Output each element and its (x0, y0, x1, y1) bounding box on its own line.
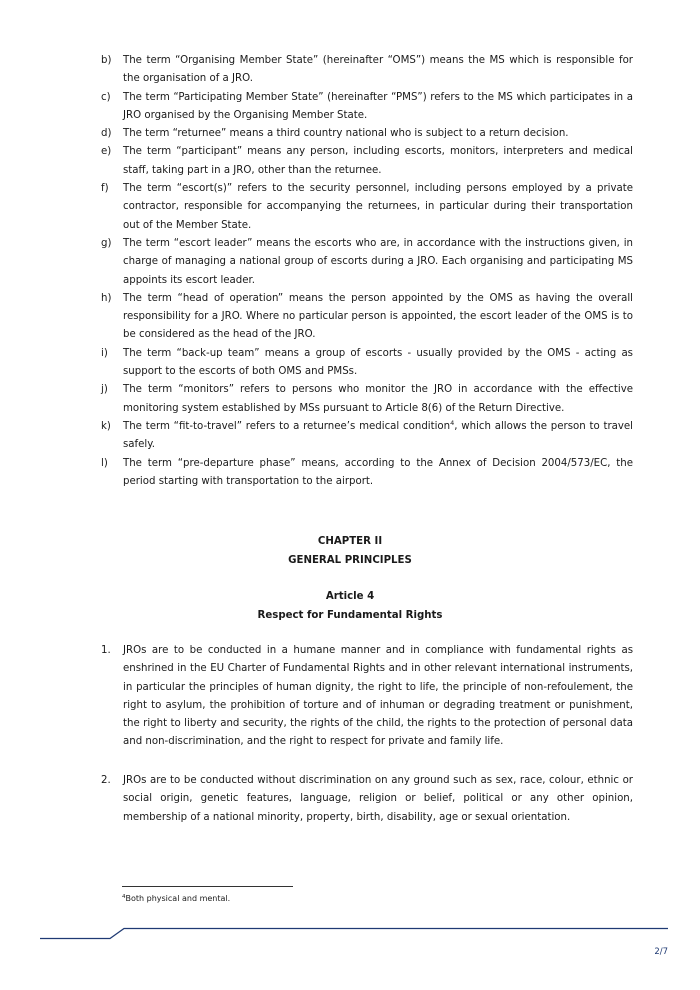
footnote-text: Both physical and mental. (125, 894, 231, 903)
item-text: The term “Organising Member State” (hereinafter “OMS”) means the MS which is responsible for the organisation of a JRO. (123, 55, 633, 85)
paragraph-marker: 2. (101, 775, 111, 786)
item-text: The term “monitors” refers to persons who monitor the JRO in accordance with the effective monitoring system established by MSs pursuant to Article 8(6) of the Return Directive. (123, 384, 633, 414)
item-marker: b) (101, 55, 112, 66)
article-paragraph (101, 772, 633, 827)
footnote-reference[interactable]: 4 (450, 418, 455, 427)
item-marker: h) (101, 292, 112, 304)
paragraph-marker: 1. (101, 645, 111, 656)
item-marker: c) (101, 91, 111, 103)
item-marker: g) (101, 237, 112, 249)
definition-item (101, 235, 633, 290)
article-title: Article 4 (325, 591, 375, 602)
footnote (122, 894, 230, 903)
item-marker: i) (101, 347, 108, 359)
page-number: 2/7 (654, 947, 668, 957)
item-marker: l) (101, 457, 108, 469)
item-text: The term “escort(s)” refers to the security personnel, including persons employed by a private contractor, responsible for accompanying the returnees, in particular during their transportation out of the Member State. (123, 183, 633, 231)
paragraph-text: JROs are to be conducted without discrimination on any ground such as sex, race, colour, ethnic or social origin, genetic features, language, religion or belief, political or any other opinion, membership of a national minority, property, birth, disability, age or sexual orientation. (123, 775, 633, 823)
item-text: The term “returnee” means a third country national who is subject to a return decision. (123, 128, 569, 140)
item-marker: j) (101, 384, 108, 396)
item-marker: e) (101, 146, 112, 158)
definition-item (101, 180, 633, 235)
item-text: The term “participant” means any person, including escorts, monitors, interpreters and medical staff, taking part in a JRO, other than the returnee. (123, 146, 633, 176)
definition-item (101, 89, 633, 126)
chapter-title: CHAPTER II (317, 536, 383, 547)
chapter-subtitle: GENERAL PRINCIPLES (288, 555, 412, 566)
item-text: The term “escort leader” means the escorts who are, in accordance with the instructions given, in charge of managing a national group of escorts during a JRO. Each organising and participating MS appoints its escort leader. (123, 237, 633, 286)
definition-item (101, 418, 633, 455)
definition-item (101, 143, 633, 180)
footnote-divider (122, 886, 293, 887)
definition-item (101, 52, 633, 89)
item-text: The term “pre-departure phase” means, according to the Annex of Decision 2004/573/EC, the period starting with transportation to the airport. (123, 457, 633, 487)
item-marker: k) (101, 420, 111, 432)
definition-item (101, 125, 633, 143)
definitions-list (101, 52, 633, 491)
paragraph-text: JROs are to be conducted in a humane manner and in compliance with fundamental rights as enshrined in the EU Charter of Fundamental Rights and in other relevant international instruments, in particular the principles of human dignity, the right to life, the principle of non-refoulement, the right to asylum, the prohibition of torture and of inhuman or degrading treatment or punishment, the right to liberty and security, the rights of the child, the rights to the protection of personal data and non-discrimination, and the right to respect for private and family life. (123, 645, 633, 748)
item-marker: d) (101, 128, 112, 140)
article-subtitle: Respect for Fundamental Rights (257, 610, 443, 621)
definition-item (101, 455, 633, 492)
footer-line (0, 920, 700, 944)
item-text: The term “head of operation” means the person appointed by the OMS as having the overall responsibility for a JRO. Where no particular person is appointed, the escort leader of the OMS is to be considered as the head of the JRO. (123, 292, 633, 341)
article-paragraph (101, 642, 633, 752)
item-text: The term “back-up team” means a group of escorts - usually provided by the OMS - acting as support to the escorts of both OMS and PMSs. (123, 347, 633, 378)
item-text: The term “Participating Member State” (hereinafter “PMS”) refers to the MS which participates in a JRO organised by the Organising Member State. (123, 91, 633, 121)
definition-item (101, 381, 633, 418)
item-text: The term “fit-to-travel” refers to a returnee’s medical condition (123, 420, 451, 432)
item-marker: f) (101, 183, 109, 195)
item-text-continued: , which allows the person to travel safely. (123, 420, 634, 451)
definition-item (101, 290, 633, 345)
footnote-number: 4 (122, 894, 126, 900)
definition-item (101, 345, 633, 382)
